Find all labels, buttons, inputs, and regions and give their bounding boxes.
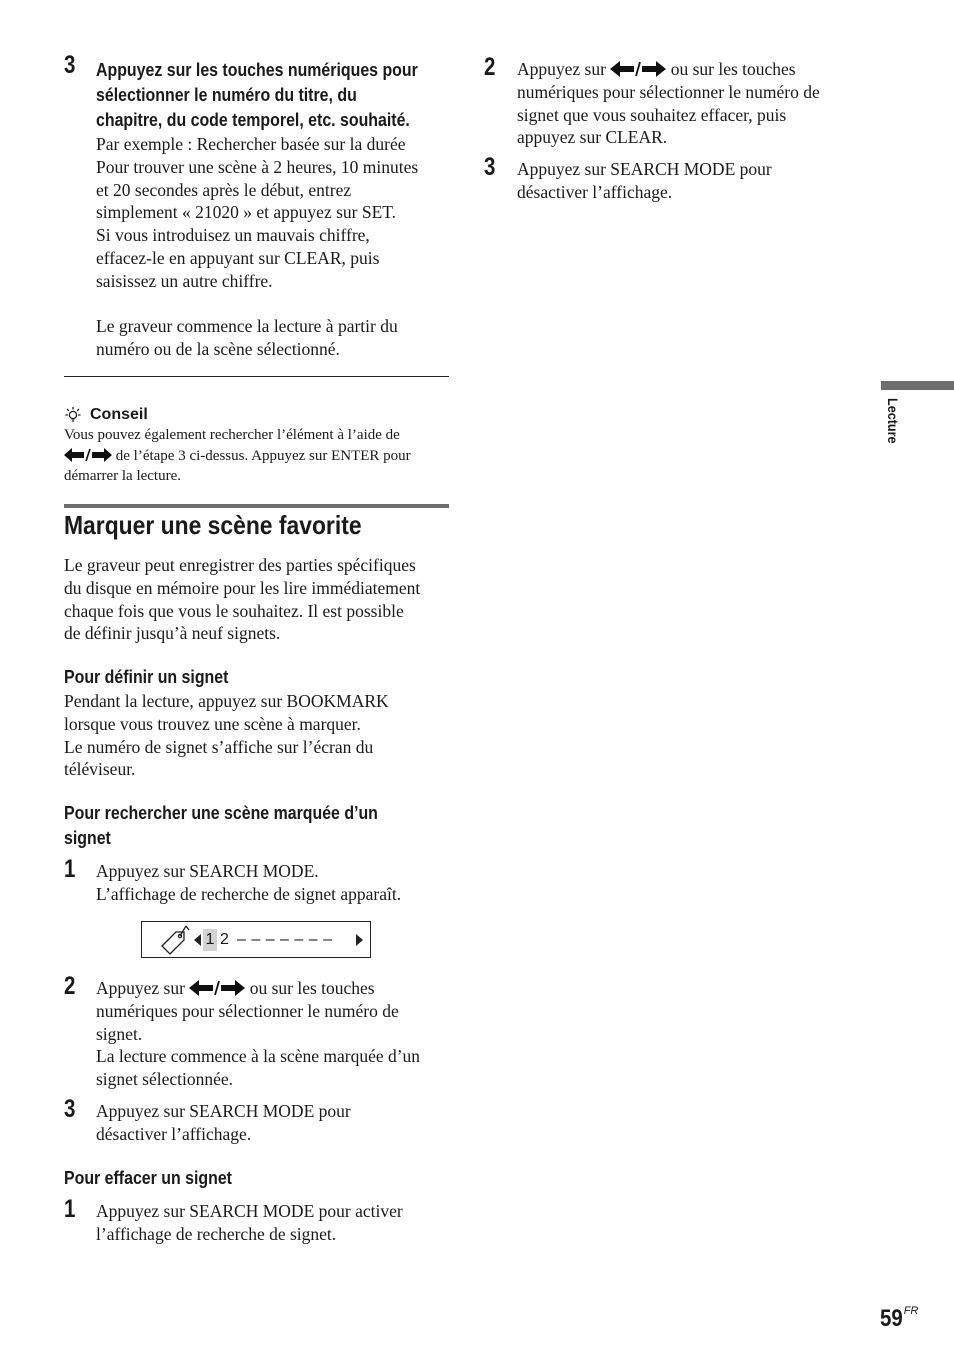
text-line: chaque fois que vous le souhaitez. Il est possible — [64, 600, 404, 621]
page-number-value: 59 — [880, 1305, 903, 1332]
text-line: numériques pour sélectionner le numéro de — [517, 81, 820, 102]
text-line: La lecture commence à la scène marquée d’un — [96, 1046, 421, 1067]
subsection-heading: Pour effacer un signet — [64, 1167, 232, 1188]
text-line: Si vous introduisez un mauvais chiffre, — [96, 225, 370, 246]
subsection-heading — [64, 800, 378, 850]
page-number — [880, 1297, 918, 1333]
text-line: numériques pour sélectionner le numéro de — [96, 1000, 399, 1021]
subsection-heading: Pour définir un signet — [64, 666, 229, 687]
text-line: appuyez sur CLEAR. — [517, 127, 668, 148]
scroll-right-icon — [356, 934, 363, 946]
intro-paragraph — [64, 554, 420, 645]
text-line: démarrer la lecture. — [64, 468, 182, 484]
left-right-arrow-icon — [189, 980, 245, 996]
text-line: téléviseur. — [64, 759, 136, 780]
text-line: Par exemple : Rechercher basée sur la durée — [96, 134, 406, 154]
text-line: Pendant la lecture, appuyez sur BOOKMARK — [64, 691, 389, 711]
step-number: 3 — [64, 1095, 76, 1123]
step-heading — [96, 57, 474, 132]
step-number: 3 — [484, 153, 496, 181]
step-body — [96, 133, 418, 293]
empty-bookmark-slots: – – – – – – – — [237, 931, 333, 948]
step-text: ou sur les touches — [245, 978, 375, 998]
step-text: Appuyez sur — [517, 59, 611, 79]
text-line: du disque en mémoire pour les lire immédiatement — [64, 577, 421, 598]
text-line: de définir jusqu’à neuf signets. — [64, 623, 281, 644]
text-line: désactiver l’affichage. — [517, 181, 673, 202]
step-number: 1 — [64, 1195, 76, 1223]
text-line: et 20 secondes après le début, entrez — [96, 179, 352, 200]
step-body — [96, 1200, 403, 1246]
page-language-code: FR — [903, 1305, 919, 1317]
tip-line-continued: de l’étape 3 ci-dessus. Appuyez sur ENTER pour — [112, 447, 411, 464]
text-line: Appuyez sur SEARCH MODE. — [96, 861, 319, 881]
step-text: Appuyez sur — [96, 978, 190, 998]
text-line: Pour rechercher une scène marquée d’un — [64, 802, 378, 823]
tip-bulb-icon — [64, 404, 84, 426]
text-line — [64, 446, 454, 467]
text-line: chapitre, du code temporel, etc. souhaité. — [96, 109, 410, 130]
step-number: 2 — [484, 53, 496, 81]
text-line: désactiver l’affichage. — [96, 1123, 252, 1144]
step-body — [96, 1100, 351, 1146]
step-number: 2 — [64, 972, 76, 1000]
divider — [64, 376, 449, 377]
step-body — [96, 315, 398, 361]
step-text: ou sur les touches — [666, 59, 796, 79]
step-body — [517, 58, 820, 149]
bookmark-search-display — [141, 921, 371, 958]
bookmark-tag-icon — [158, 924, 192, 956]
tip-text — [64, 425, 454, 487]
text-line: Le graveur commence la lecture à partir du — [96, 316, 398, 336]
text-line: sélectionner le numéro du titre, du — [96, 84, 357, 105]
section-rule — [64, 504, 449, 508]
text-line: signet. — [96, 1023, 143, 1044]
text-line: Pour trouver une scène à 2 heures, 10 minutes — [96, 156, 419, 177]
text-line — [96, 977, 420, 1000]
text-line: saisissez un autre chiffre. — [96, 270, 273, 291]
step-body — [96, 977, 420, 1091]
text-line: Appuyez sur les touches numériques pour — [96, 59, 418, 80]
scroll-left-icon — [194, 934, 201, 946]
text-line — [517, 58, 820, 81]
step-number: 3 — [64, 51, 76, 79]
text-line: lorsque vous trouvez une scène à marquer. — [64, 713, 361, 734]
tip-label: Conseil — [90, 406, 148, 423]
text-line: signet que vous souhaitez effacer, puis — [517, 104, 787, 125]
text-line: l’affichage de recherche de signet. — [96, 1223, 337, 1244]
bookmark-number: 2 — [220, 931, 229, 948]
text-line: signet — [64, 827, 111, 848]
left-right-arrow-icon — [610, 61, 666, 77]
section-title: Marquer une scène favorite — [64, 510, 362, 540]
subsection-body — [64, 690, 389, 781]
text-line: Le graveur peut enregistrer des parties spécifiques — [64, 555, 416, 575]
left-right-arrow-icon — [64, 448, 112, 462]
text-line: simplement « 21020 » et appuyez sur SET. — [96, 202, 397, 223]
side-tab-bar — [881, 381, 954, 390]
step-body — [517, 158, 772, 204]
text-line: Le numéro de signet s’affiche sur l’écran du — [64, 736, 374, 757]
text-line: L’affichage de recherche de signet apparaît. — [96, 883, 402, 904]
text-line: effacez-le en appuyant sur CLEAR, puis — [96, 247, 380, 268]
text-line: signet sélectionnée. — [96, 1069, 234, 1090]
text-line: Appuyez sur SEARCH MODE pour — [96, 1101, 351, 1121]
side-tab-label: Lecture — [885, 398, 901, 444]
step-body — [96, 860, 401, 906]
selected-bookmark-number: 1 — [203, 929, 217, 951]
text-line: numéro ou de la scène sélectionné. — [96, 338, 340, 359]
text-line: Appuyez sur SEARCH MODE pour — [517, 159, 772, 179]
text-line: Appuyez sur SEARCH MODE pour activer — [96, 1201, 403, 1221]
text-line: Vous pouvez également rechercher l’élément à l’aide de — [64, 427, 400, 443]
step-number: 1 — [64, 855, 76, 883]
